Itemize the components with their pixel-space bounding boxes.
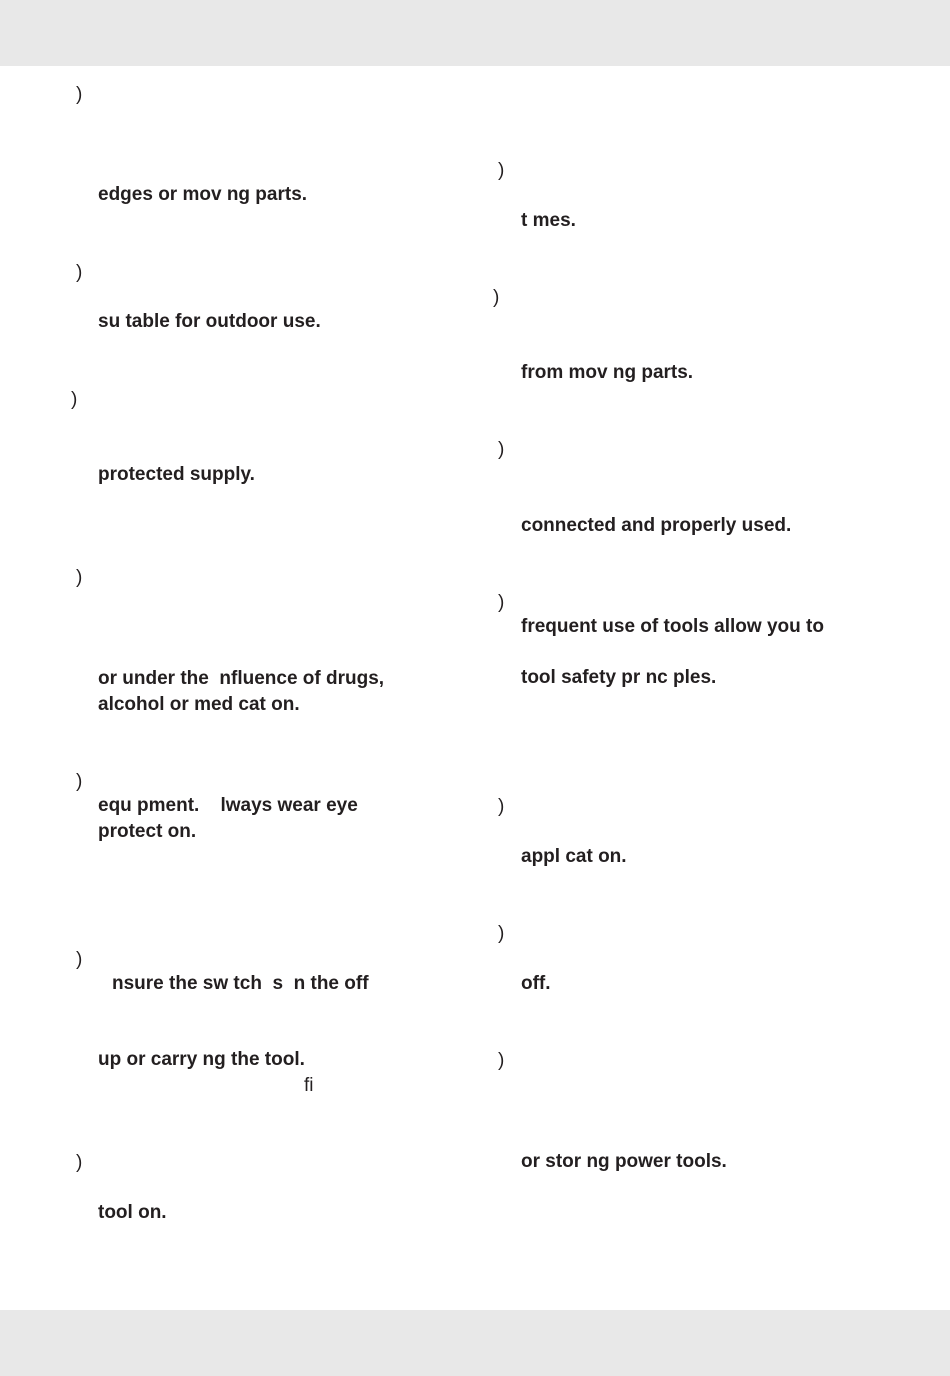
list-marker: ) <box>498 1050 505 1071</box>
body-text: up or carry ng the tool. <box>98 1049 305 1070</box>
list-marker: ) <box>76 262 83 283</box>
body-text: tool on. <box>98 1202 167 1223</box>
list-marker: ) <box>498 592 505 613</box>
body-text: t mes. <box>521 210 576 231</box>
list-marker: ) <box>76 1152 83 1173</box>
body-text: appl cat on. <box>521 846 627 867</box>
list-marker: ) <box>498 439 505 460</box>
body-text: or under the nfluence of drugs, <box>98 668 385 689</box>
list-marker: ) <box>76 949 83 970</box>
list-marker: ) <box>76 84 83 105</box>
body-text: protected supply. <box>98 464 255 485</box>
list-marker: ) <box>493 287 500 308</box>
body-text: frequent use of tools allow you to <box>521 616 824 637</box>
list-marker: ) <box>71 389 78 410</box>
body-text: equ pment. lways wear eye <box>98 795 358 816</box>
list-marker: ) <box>76 567 83 588</box>
footer-band <box>0 1310 950 1376</box>
body-text: su table for outdoor use. <box>98 311 321 332</box>
list-marker: ) <box>498 923 505 944</box>
body-text: or stor ng power tools. <box>521 1151 727 1172</box>
body-text: alcohol or med cat on. <box>98 694 300 715</box>
body-text: protect on. <box>98 821 197 842</box>
body-text: nsure the sw tch s n the off <box>112 973 369 994</box>
ligature-fragment: fi <box>304 1075 314 1096</box>
body-text: off. <box>521 973 551 994</box>
body-text: connected and properly used. <box>521 515 792 536</box>
header-band <box>0 0 950 66</box>
list-marker: ) <box>76 771 83 792</box>
body-text: edges or mov ng parts. <box>98 184 308 205</box>
list-marker: ) <box>498 796 505 817</box>
list-marker: ) <box>498 160 505 181</box>
body-text: from mov ng parts. <box>521 362 694 383</box>
body-text: tool safety pr nc ples. <box>521 667 717 688</box>
